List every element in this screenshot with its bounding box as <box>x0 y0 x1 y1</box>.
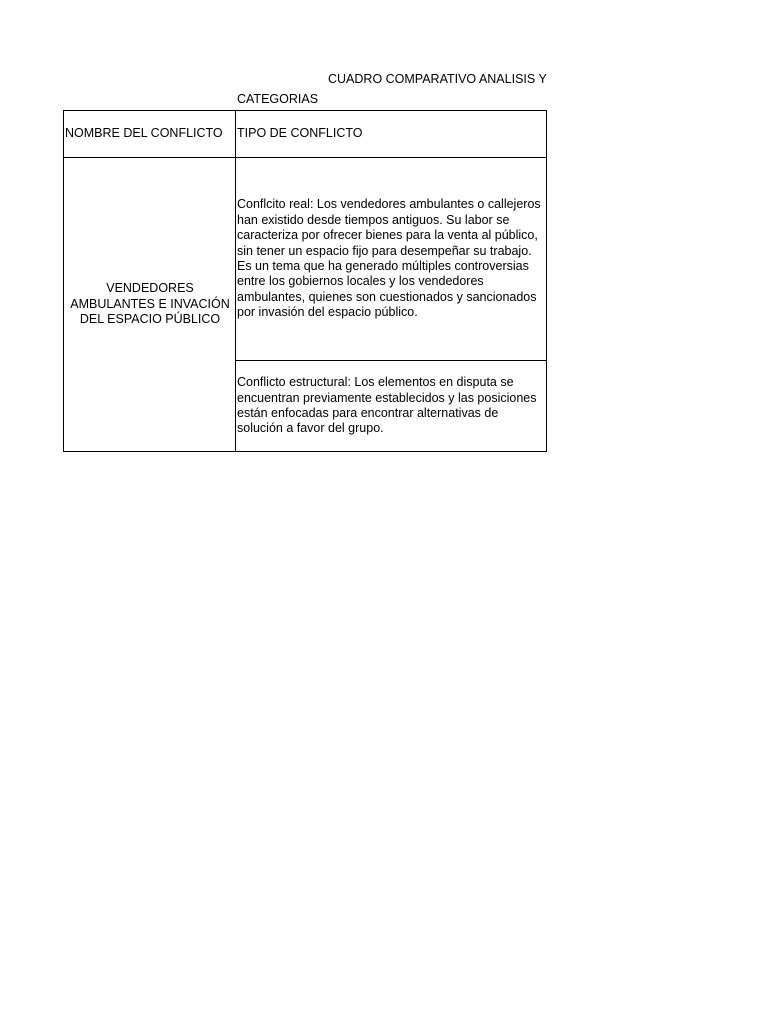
table-header-row <box>64 111 547 158</box>
conflict-type-structural-cell: Conflicto estructural: Los elementos en disputa se encuentran previamente establecidos y las posiciones están enfocadas para encontrar alternativas de solución a favor del grupo. <box>236 361 547 452</box>
header-conflict-name: NOMBRE DEL CONFLICTO <box>64 111 236 158</box>
document-title-line-2: CATEGORIAS <box>237 92 319 106</box>
comparison-table <box>63 110 547 452</box>
conflict-name-cell: VENDEDORES AMBULANTES E INVACIÓN DEL ESPACIO PÚBLICO <box>64 158 236 452</box>
header-conflict-type: TIPO DE CONFLICTO <box>236 111 547 158</box>
document-title-line-1: CUADRO COMPARATIVO ANALISIS Y <box>328 72 547 86</box>
table-row <box>64 158 547 361</box>
conflict-type-real-cell: Conflcito real: Los vendedores ambulantes o callejeros han existido desde tiempos antiguos. Su labor se caracteriza por ofrecer bienes para la venta al público, sin tener un espacio fijo para desempeñar su trabajo. Es un tema que ha generado múltiples controversias entre los gobiernos locales y los vendedores ambulantes, quienes son cuestionados y sancionados por invasión del espacio público. <box>236 158 547 361</box>
